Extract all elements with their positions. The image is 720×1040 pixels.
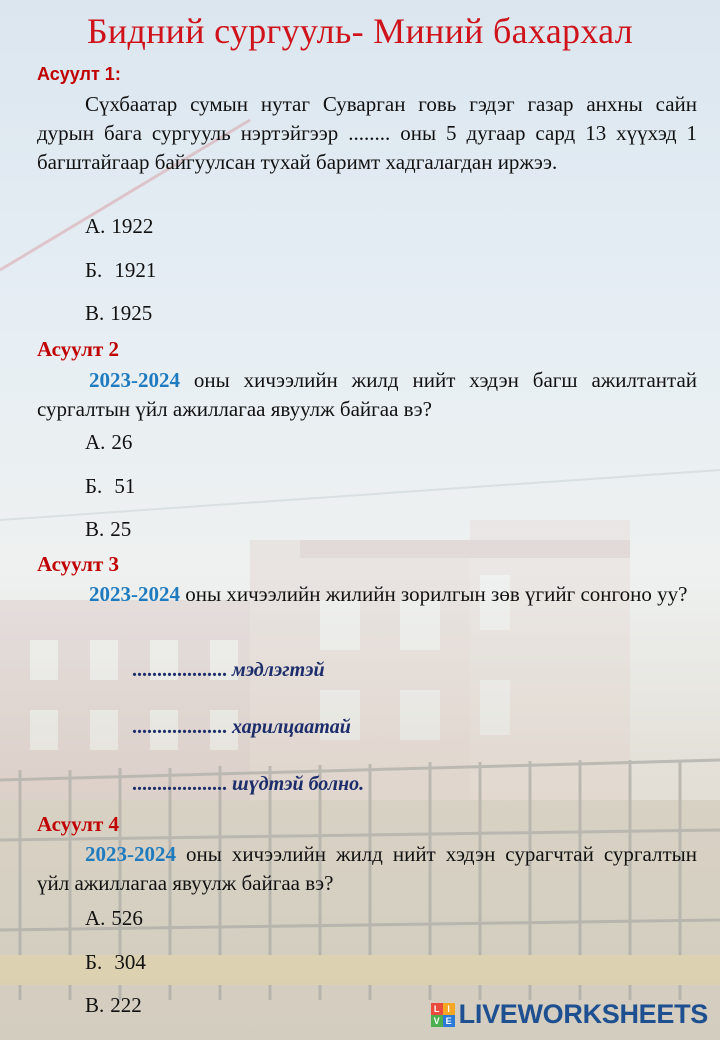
question-2-label: Асуулт 2 xyxy=(37,337,120,361)
question-4-option-a[interactable]: А. 526 xyxy=(85,906,143,930)
question-2-option-b[interactable]: Б. 51 xyxy=(85,474,136,498)
question-4-label: Асуулт 4 xyxy=(37,812,120,836)
liveworksheets-logo-text: LIVEWORKSHEETS xyxy=(458,999,708,1029)
question-3-label: Асуулт 3 xyxy=(37,552,120,576)
question-4-option-b[interactable]: Б. 304 xyxy=(85,950,146,974)
question-3-blank-2[interactable]: ................... харилцаатай xyxy=(132,716,351,738)
question-4-text: 2023-2024 оны хичээлийн жилд нийт хэдэн сурагчтай сургалтын үйл ажиллагаа явуулж байгаа вэ? xyxy=(37,842,697,895)
liveworksheets-logo-icon: L I V E xyxy=(431,1003,455,1027)
question-1-text: Сүхбаатар сумын нутаг Суварган говь гэдэг газар анхны сайн дурын бага сургууль нэртэйгээр ........ оны 5 дугаар сард 13 хүүхэд 1 багштайгаар байгуулсан тухай баримт хадгалагдан иржээ. xyxy=(37,92,697,174)
page-title: Бидний сургууль- Миний бахархал xyxy=(86,11,634,51)
question-3-blank-1[interactable]: ................... мэдлэгтэй xyxy=(132,659,325,681)
question-3-text: 2023-2024 оны хичээлийн жилийн зорилгын зөв үгийг сонгоно уу? xyxy=(89,582,688,606)
question-3-blank-3[interactable]: ................... шүдтэй болно. xyxy=(132,773,365,795)
question-2-text: 2023-2024 оны хичээлийн жилд нийт хэдэн багш ажилтантай сургалтын үйл ажиллагаа явуулж байгаа вэ? xyxy=(37,368,697,421)
question-2-option-a[interactable]: А. 26 xyxy=(85,430,133,454)
question-1-option-a[interactable]: А. 1922 xyxy=(85,214,154,238)
question-1-option-c[interactable]: В. 1925 xyxy=(85,301,153,325)
liveworksheets-logo xyxy=(431,999,708,1030)
question-4-option-c[interactable]: В. 222 xyxy=(85,993,142,1017)
question-1-label: Асуулт 1: xyxy=(37,64,121,84)
question-1-option-b[interactable]: Б. 1921 xyxy=(85,258,157,282)
question-2-option-c[interactable]: В. 25 xyxy=(85,517,132,541)
